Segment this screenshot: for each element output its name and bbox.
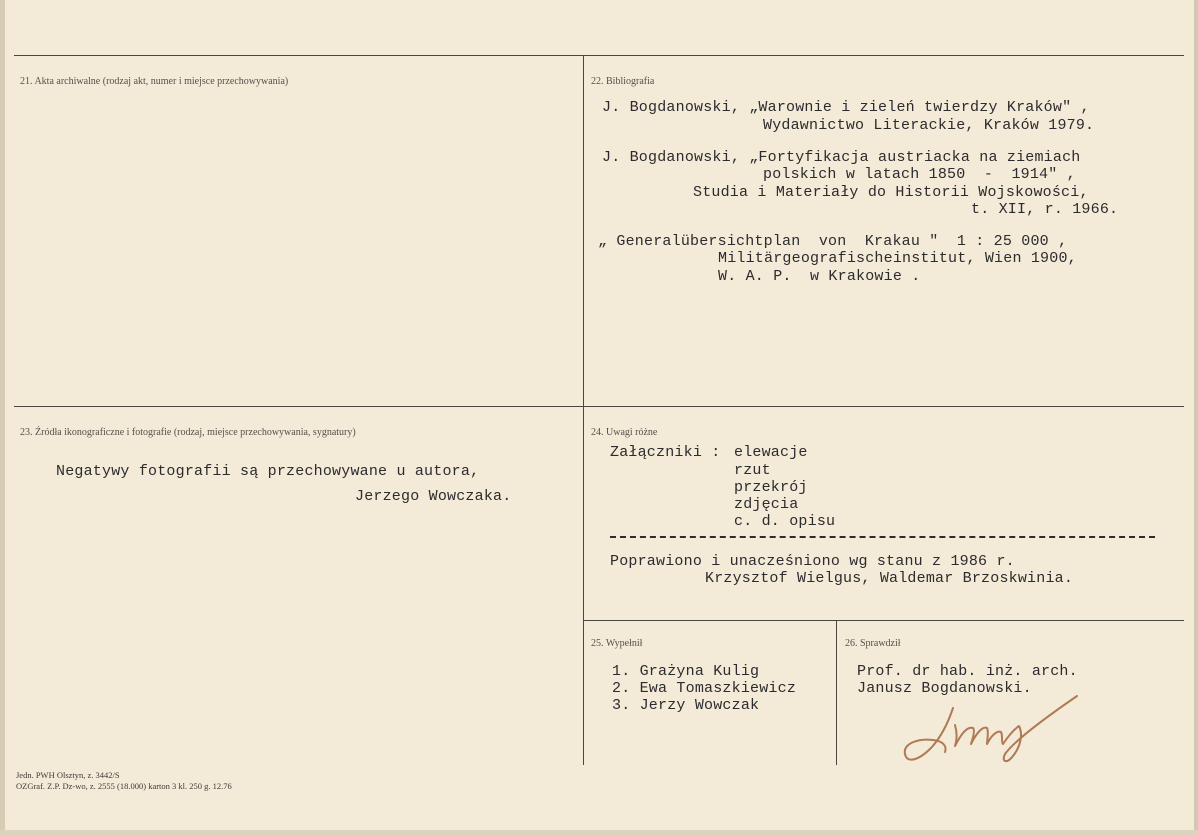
attachment-item: elewacje (734, 444, 808, 461)
section-25-label: 25. Wypełnił (591, 638, 643, 649)
revision-note-line: Poprawiono i unacześniono wg stanu z 1986 r. (610, 553, 1015, 570)
iconography-line: Negatywy fotografii są przechowywane u autora, (56, 463, 480, 480)
section-22-label: 22. Bibliografia (591, 76, 655, 87)
filler-name: 3. Jerzy Wowczak (612, 697, 760, 714)
filler-name: 2. Ewa Tomaszkiewicz (612, 680, 797, 697)
bibliography-line: J. Bogdanowski, „Warownie i zieleń twierdzy Kraków" , (602, 99, 1090, 116)
bibliography-line: t. XII, r. 1966. (971, 201, 1119, 218)
attachments-heading: Załączniki : (610, 444, 721, 461)
rule-top (14, 55, 1184, 56)
section-23-label: 23. Źródła ikonograficzne i fotografie (rodzaj, miejsce przechowywania, sygnatury) (20, 427, 356, 438)
attachment-item: zdjęcia (734, 496, 799, 513)
print-info-line: OZGraf. Z.P. Dz-wo, z. 2555 (18.000) karton 3 kl. 250 g. 12.76 (16, 781, 232, 791)
rule-middle (14, 406, 1184, 407)
bibliography-line: „ Generalübersichtplan von Krakau " 1 : 25 000 , (598, 233, 1068, 250)
attachment-item: rzut (734, 462, 771, 479)
card-edge-bottom (0, 830, 1198, 836)
section-21-label: 21. Akta archiwalne (rodzaj akt, numer i miejsce przechowywania) (20, 76, 289, 87)
filler-name: 1. Grażyna Kulig (612, 663, 760, 680)
card-edge-right (1194, 0, 1198, 836)
attachment-item: c. d. opisu (734, 513, 836, 530)
rule-lower-right (584, 620, 1184, 621)
iconography-line: Jerzego Wowczaka. (355, 488, 512, 505)
bibliography-line: J. Bogdanowski, „Fortyfikacja austriacka na ziemiach (602, 149, 1081, 166)
checker-title: Prof. dr hab. inż. arch. (857, 663, 1078, 680)
revision-note-line: Krzysztof Wielgus, Waldemar Brzoskwinia. (705, 570, 1074, 587)
bibliography-line: Militärgeografischeinstitut, Wien 1900, (718, 250, 1077, 267)
section-24-label: 24. Uwagi różne (591, 427, 658, 438)
checker-name: Janusz Bogdanowski. (857, 680, 1032, 697)
signature-mark (895, 690, 1095, 775)
bibliography-line: polskich w latach 1850 - 1914" , (763, 166, 1076, 183)
dashed-separator (610, 536, 1155, 538)
rule-center-vertical (583, 55, 584, 765)
section-26-label: 26. Sprawdził (845, 638, 901, 649)
attachment-item: przekrój (734, 479, 808, 496)
bibliography-line: W. A. P. w Krakowie . (718, 268, 921, 285)
bibliography-line: Studia i Materiały do Historii Wojskowości, (693, 184, 1089, 201)
rule-signature-divider (836, 620, 837, 765)
card-edge-left (0, 0, 5, 836)
bibliography-line: Wydawnictwo Literackie, Kraków 1979. (763, 117, 1095, 134)
print-info-line: Jedn. PWH Olsztyn, z. 3442/S (16, 770, 120, 780)
